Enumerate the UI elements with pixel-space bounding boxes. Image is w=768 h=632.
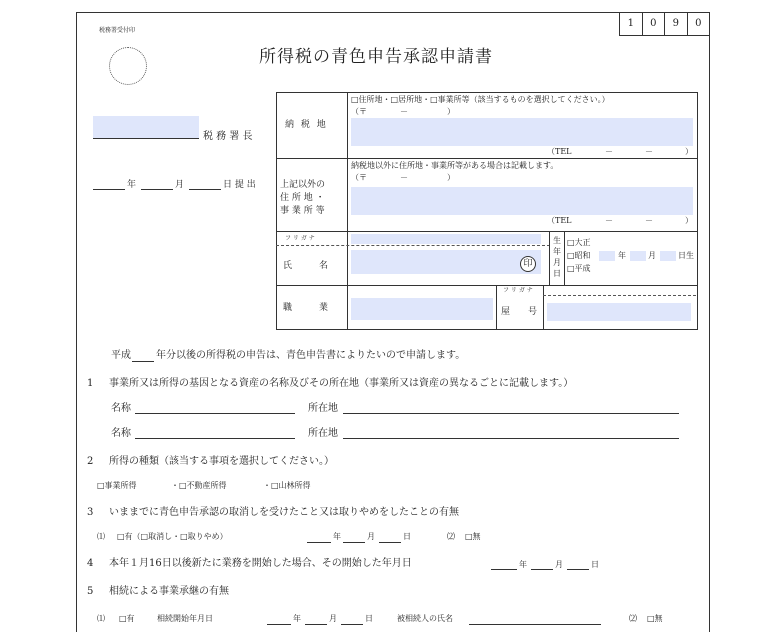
birth-day-label: 日生 [678,251,694,260]
section-1-title: 事業所又は所得の基因となる資産の名称及びその所在地（事業所又は資産の異なるごとに記載します。） [109,378,574,389]
furigana-label: フ リ ガ ナ [285,235,315,242]
occupation-label: 職 業 [283,303,329,313]
other-postal-close: ） [447,173,455,182]
s3-day-label: 日 [403,532,411,541]
section-3-title: いままでに青色申告承認の取消しを受けたこと又は取りやめをしたことの有無 [109,507,459,518]
stamp-label: 税務署受付印 [99,27,136,34]
other-tel-close: ） [685,216,693,225]
s4-year-label: 年 [519,560,527,569]
s5-day-field[interactable] [341,624,363,625]
submit-month-label: 月 [175,180,185,190]
other-postal-open: （〒 [351,173,367,182]
tax-office-input[interactable] [93,116,199,138]
stamp-circle [109,47,147,85]
place-location-field-1[interactable] [343,413,679,414]
submit-year-label: 年 [127,180,137,190]
occupation-input[interactable] [351,298,493,320]
section-4-number: 4 [87,558,94,569]
tel-dash-2: － [645,147,653,156]
tel-open: （TEL [547,147,572,156]
s5-no-checkbox[interactable]: □無 [647,614,663,623]
s3-day-field[interactable] [379,542,401,543]
submit-year-field[interactable] [93,189,125,190]
intro-year-field[interactable] [132,361,154,362]
section-2-number: 2 [87,456,94,467]
era-showa[interactable]: □昭和 [567,251,591,260]
s5-start-label: 相続開始年月日 [157,614,213,623]
tax-office-suffix: 税 務 署 長 [203,131,253,142]
code-digit: 1 [620,13,643,35]
income-forest-checkbox[interactable]: ・□山林所得 [263,481,311,490]
birth-label-3: 月 [553,258,561,267]
address-input[interactable] [351,118,693,146]
s4-day-field[interactable] [567,569,589,570]
s4-month-field[interactable] [531,569,553,570]
s5-item-1-marker: ⑴ [97,614,105,623]
shop-furigana-label: フ リ ガ ナ [503,287,533,294]
shop-input[interactable] [547,303,691,321]
birth-label-4: 日 [553,269,561,278]
other-address-note: 納税地以外に住所地・事業所等がある場合は記載します。 [351,161,559,170]
s5-month-field[interactable] [305,624,327,625]
address-label: 納 税 地 [285,120,328,130]
section-4-title: 本年１月16日以後新たに業務を開始した場合、その開始した年月日 [109,558,412,569]
s4-month-label: 月 [555,560,563,569]
submit-day-field[interactable] [189,189,221,190]
other-tel-open: （TEL [547,216,572,225]
s3-item-1-marker: ⑴ [97,532,105,541]
other-address-label-3: 事 業 所 等 [280,206,325,216]
birth-label-1: 生 [553,236,561,245]
s4-day-label: 日 [591,560,599,569]
s5-heir-label: 被相続人の氏名 [397,614,453,623]
section-5-number: 5 [87,586,94,597]
postal-dash: － [400,107,408,116]
postal-open: （〒 [351,107,367,116]
section-3-number: 3 [87,507,94,518]
submit-month-field[interactable] [141,189,173,190]
income-business-checkbox[interactable]: □事業所得 [97,481,137,490]
s3-no-checkbox[interactable]: □無 [465,532,481,541]
s5-day-label: 日 [365,614,373,623]
page-title: 所得税の青色申告承認申請書 [259,47,493,67]
income-realestate-checkbox[interactable]: ・□不動産所得 [171,481,227,490]
code-digit: 9 [665,13,688,35]
s3-yes-checkbox[interactable]: □有（□取消し・□取りやめ） [117,532,228,541]
other-address-label-2: 住 所 地 ・ [280,193,325,203]
address-options[interactable]: □住所地・□居所地・□事業所等（該当するものを選択してください。） [351,95,610,104]
tax-office-underline [93,138,199,139]
s3-year-label: 年 [333,532,341,541]
other-tel-dash-1: － [605,216,613,225]
s5-month-label: 月 [329,614,337,623]
birth-month-label: 月 [648,251,656,260]
s3-item-2-marker: ⑵ [447,532,455,541]
s5-year-field[interactable] [267,624,291,625]
name-label: 氏 名 [283,261,329,271]
intro-prefix: 平成 [111,350,131,361]
section-5-title: 相続による事業承継の有無 [109,586,229,597]
shop-label: 屋 号 [501,307,538,317]
place-location-field-2[interactable] [343,438,679,439]
code-digit: 0 [643,13,666,35]
place-location-label: 所在地 [308,403,338,414]
place-location-label: 所在地 [308,428,338,439]
place-name-field-1[interactable] [135,413,295,414]
postal-close: ） [447,107,455,116]
tel-close: ） [685,147,693,156]
other-tel-dash-2: － [645,216,653,225]
form-page [76,12,710,632]
place-name-label: 名称 [111,403,131,414]
form-code-box [619,13,709,36]
s3-month-field[interactable] [343,542,365,543]
other-postal-dash: － [400,173,408,182]
other-address-label-1: 上記以外の [280,180,326,190]
era-heisei[interactable]: □平成 [567,264,591,273]
other-address-input[interactable] [351,187,693,215]
birth-year-input[interactable] [599,251,615,261]
submit-day-label: 日 提 出 [223,180,256,190]
s5-heir-name-field[interactable] [469,624,601,625]
place-name-label: 名称 [111,428,131,439]
era-taisho[interactable]: □大正 [567,238,591,247]
birth-month-input[interactable] [630,251,646,261]
section-1-number: 1 [87,378,94,389]
name-furigana-input[interactable] [351,234,541,244]
birth-day-input[interactable] [660,251,676,261]
name-input[interactable] [351,250,541,274]
s5-year-label: 年 [293,614,301,623]
s3-month-label: 月 [367,532,375,541]
section-2-title: 所得の種類（該当する事項を選択してください。） [109,456,334,467]
s5-yes-checkbox[interactable]: □有 [119,614,135,623]
s3-year-field[interactable] [307,542,331,543]
birth-year-label: 年 [618,251,626,260]
s5-item-2-marker: ⑵ [629,614,637,623]
code-digit: 0 [695,18,702,29]
intro-text: 年分以後の所得税の申告は、青色申告書によりたいので申請します。 [156,350,466,361]
tel-dash-1: － [605,147,613,156]
place-name-field-2[interactable] [135,438,295,439]
birth-label-2: 年 [553,247,561,256]
seal-mark: 印 [520,256,536,272]
s4-year-field[interactable] [491,569,517,570]
